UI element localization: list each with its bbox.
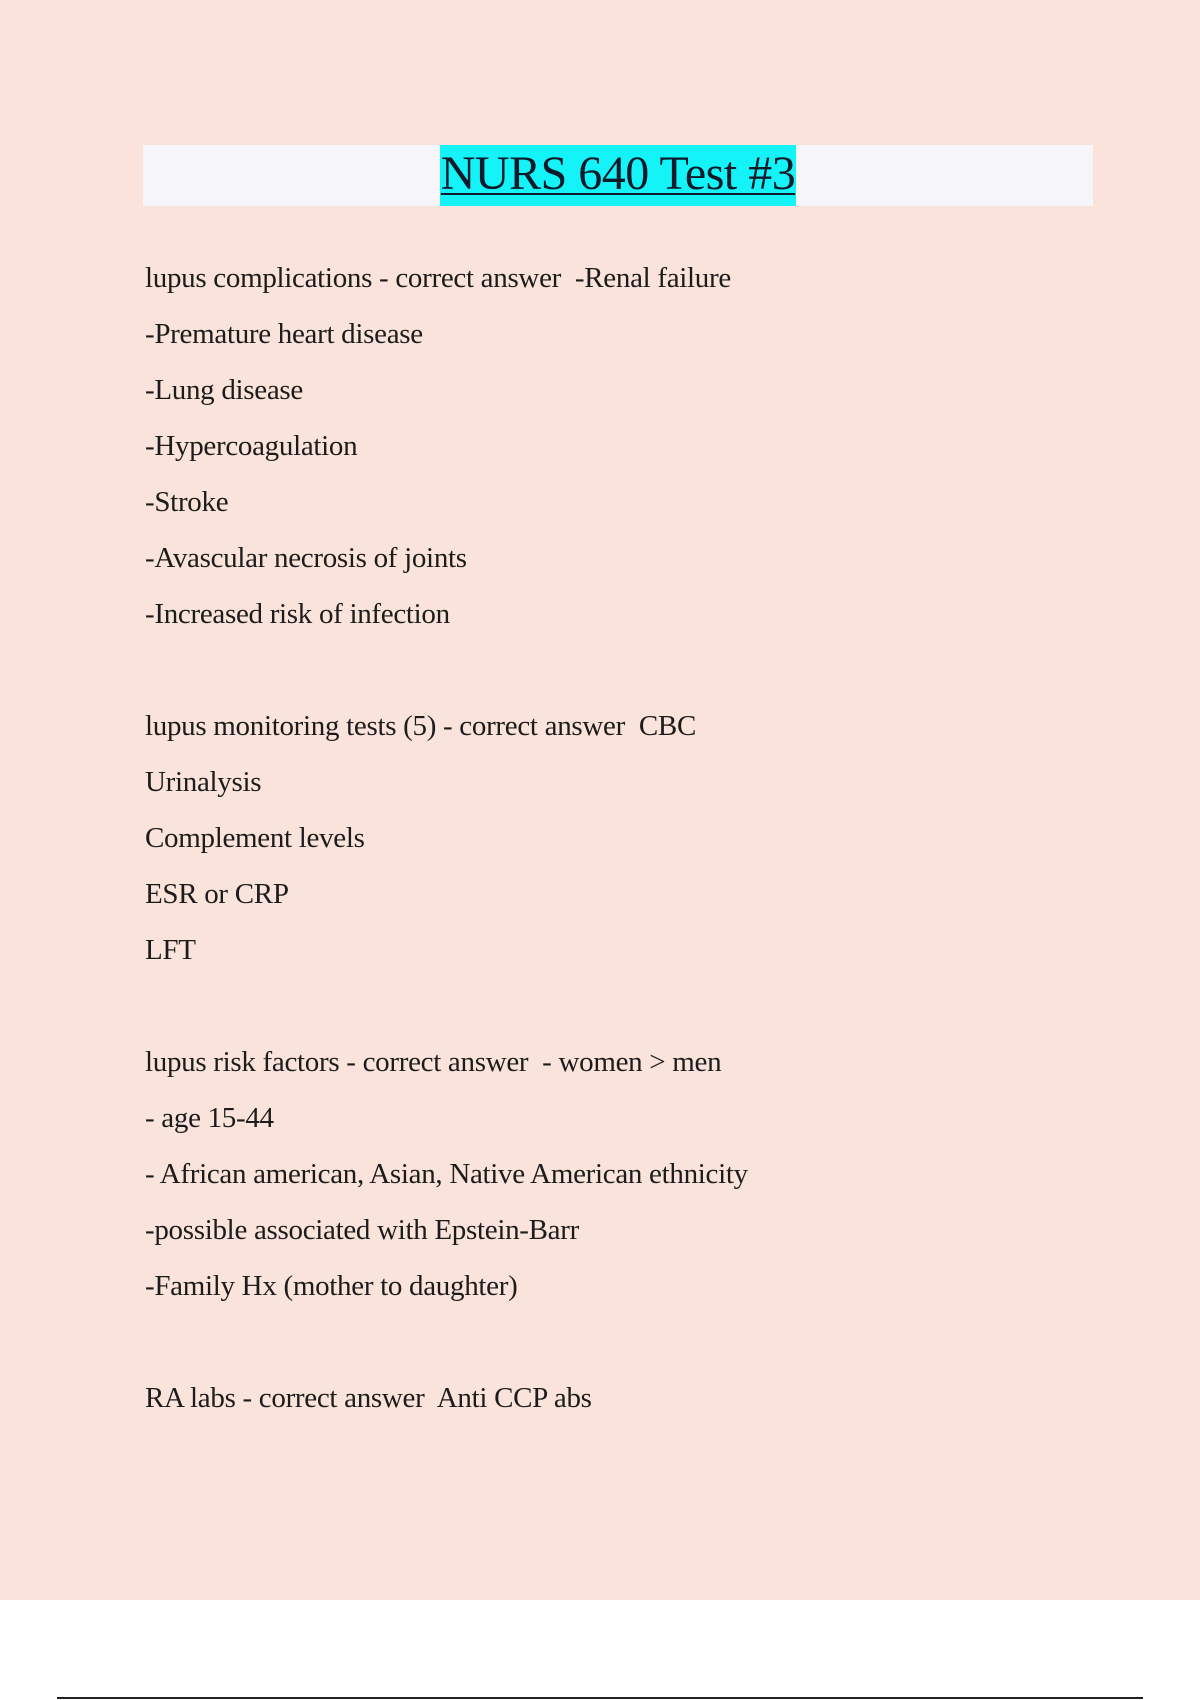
section-lupus-complications (145, 250, 1105, 642)
answer-line: Urinalysis (145, 766, 262, 798)
section-lupus-risk-factors (145, 1034, 1105, 1314)
answer-line: -Lung disease (145, 374, 303, 406)
document-title: NURS 640 Test #3 (440, 145, 796, 206)
question-line: lupus monitoring tests (5) - correct answer CBC (145, 710, 697, 742)
answer-line: LFT (145, 934, 196, 966)
answer-line: -Premature heart disease (145, 318, 423, 350)
answer-line: - African american, Asian, Native American ethnicity (145, 1158, 748, 1190)
question-line: lupus risk factors - correct answer - women > men (145, 1046, 722, 1078)
document-body (145, 250, 1105, 1426)
title-band (143, 145, 1093, 206)
paragraph-gap (145, 1314, 1105, 1370)
section-ra-labs (145, 1370, 1105, 1426)
paragraph-gap (145, 642, 1105, 698)
answer-line: -Avascular necrosis of joints (145, 542, 467, 574)
paragraph-gap (145, 978, 1105, 1034)
answer-line: -Stroke (145, 486, 229, 518)
answer-line: -possible associated with Epstein-Barr (145, 1214, 579, 1246)
answer-line: Complement levels (145, 822, 365, 854)
footer-divider (57, 1697, 1143, 1699)
answer-line: -Family Hx (mother to daughter) (145, 1270, 518, 1302)
answer-line: -Hypercoagulation (145, 430, 358, 462)
question-line: lupus complications - correct answer -Renal failure (145, 262, 731, 294)
answer-line: -Increased risk of infection (145, 598, 450, 630)
question-line: RA labs - correct answer Anti CCP abs (145, 1382, 592, 1414)
answer-line: ESR or CRP (145, 878, 289, 910)
section-lupus-monitoring (145, 698, 1105, 978)
answer-line: - age 15-44 (145, 1102, 274, 1134)
